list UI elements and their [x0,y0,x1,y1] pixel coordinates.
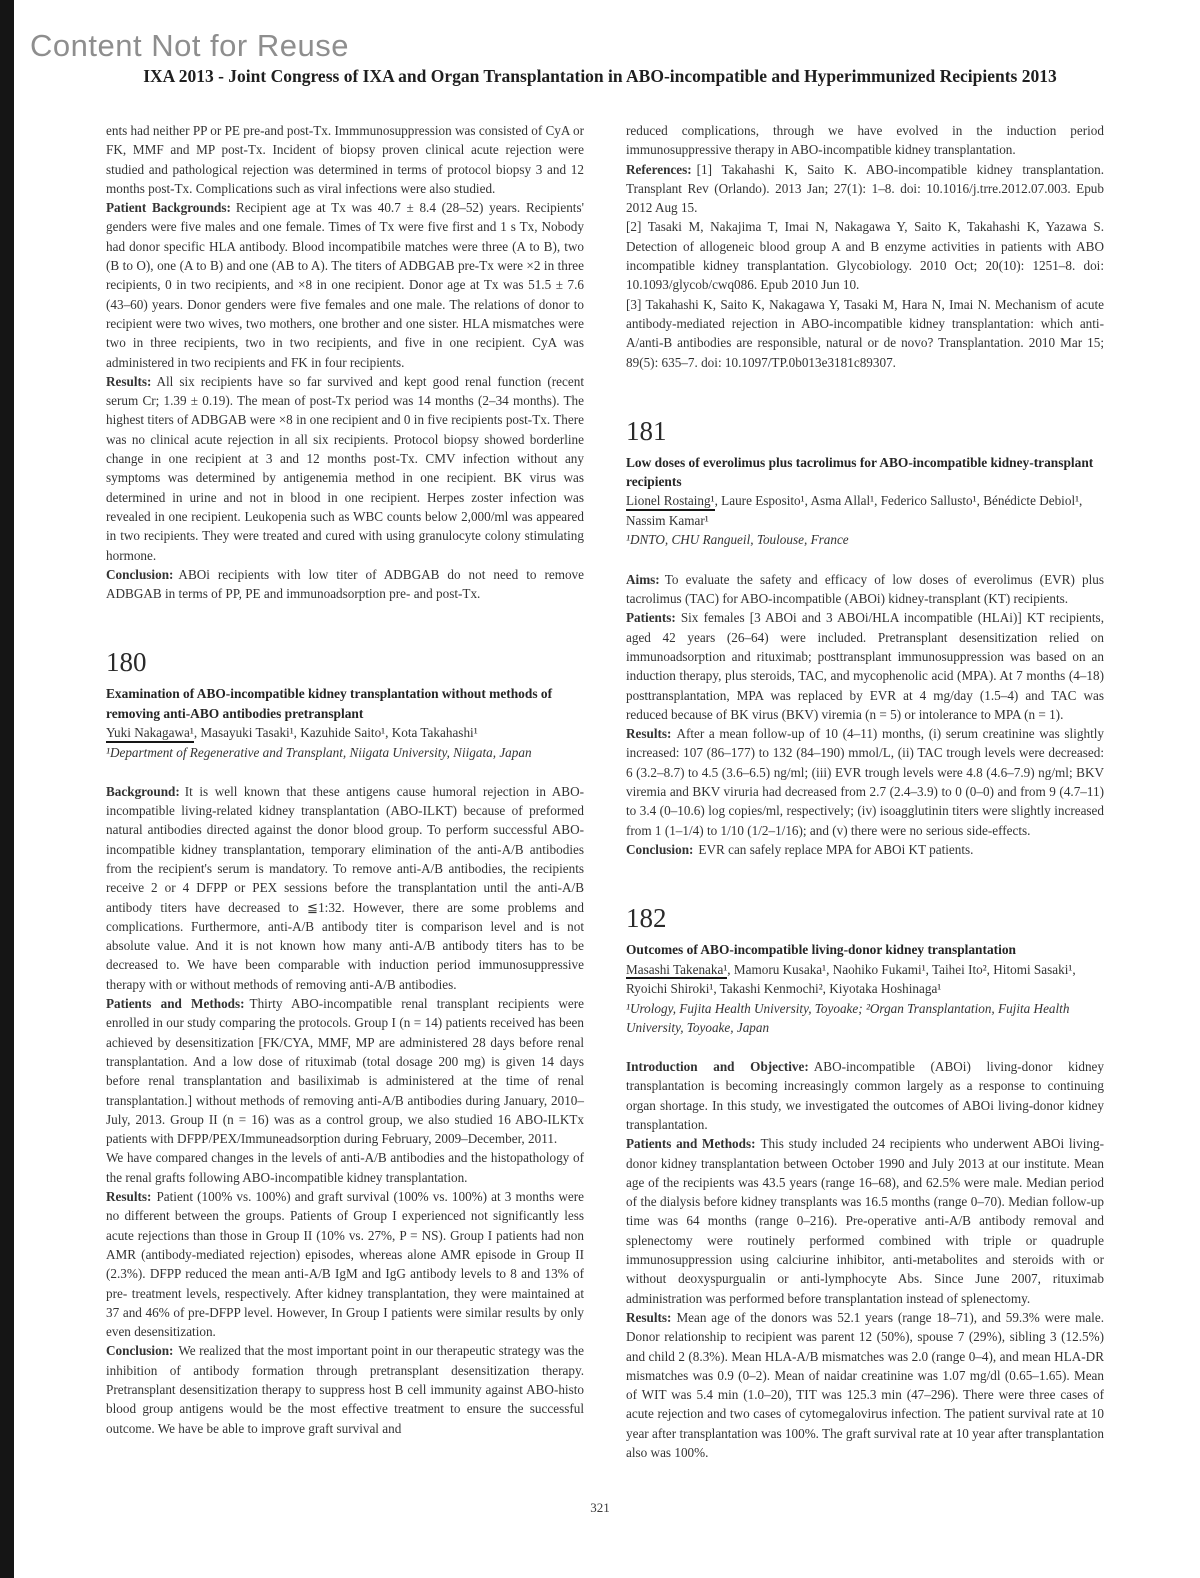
paragraph [626,121,1104,160]
section-text: To evaluate the safety and efficacy of low doses of everolimus (EVR) plus tacrolimus (TAC) for ABO-incompatible (ABOi) kidney-transplant (KT) recipients. [626,571,1104,607]
page-number: 321 [590,1500,610,1515]
section-text: [2] Tasaki M, Nakajima T, Imai N, Nakagawa Y, Saito K, Takahashi K, Yazawa S. Detection of allogeneic blood group A and B enzyme activities in patients with ABO incompatible kidney transplantation. Glycobiology. 2010 Oct; 20(10): 1251–8. doi: 10.1093/glycob/cwq086. Epub 2010 Jun 10. [626,219,1104,293]
abstract-181 [626,416,1104,859]
page-title: IXA 2013 - Joint Congress of IXA and Organ Transplantation in ABO-incompatible and Hyperimmunized Recipients 2013 [143,66,1057,86]
coauthors: , Mamoru Kusaka¹, Naohiko Fukami¹, Taihei Ito², Hitomi Sasaki¹, Ryoichi Shiroki¹, Takashi Kenmochi², Kiyotaka Hoshinaga¹ [626,961,1076,996]
abstract-title: Low doses of everolimus plus tacrolimus for ABO-incompatible kidney-transplant recipients [626,454,1094,490]
abstract-title: Outcomes of ABO-incompatible living-donor kidney transplantation [626,942,1016,958]
column-left [106,121,584,1462]
section-text: We realized that the most important point in our therapeutic strategy was the inhibition of antibody formation through pretransplant desensitization therapy. Pretransplant desensitization therapy to suppress host B cell immunity against ABO-histo blood group antigens would be the most effective treatment to ensure the successful outcome. We have be able to improve graft survival and [106,1343,584,1436]
affiliation: ¹DNTO, CHU Rangueil, Toulouse, France [626,532,849,548]
paragraph [626,840,1104,859]
paragraph [106,372,584,565]
section-text: All six recipients have so far survived and kept good renal function (recent serum Cr; 1.39 ± 0.19). The mean of post-Tx period was 14 months (2–34 months). The highest titers of ADBGAB were ×8 in one recipient and 0 in five recipients post-Tx. There was no clinical acute rejection in all six recipients. Protocol biopsy showed borderline change in one recipient at 3 and 12 months post-Tx. CMV infection without any symptoms was determined by antigenemia method in one recipient. BK virus was determined in urine and not in blood in one recipient. Herpes zoster infection was revealed in one recipient. Leukopenia such as WBC counts below 2,000/ml was appeared in two recipients. They were treated and cured with using granulocyte colony stimulating hormone. [106,373,584,563]
section-label: Results: [106,373,152,389]
paragraph [106,994,584,1148]
abstract-179-continuation [106,121,584,603]
section-text: Recipient age at Tx was 40.7 ± 8.4 (28–52) years. Recipients' genders were five males and one female. Times of Tx were five first and 1 s Tx, Nobody had donor specific HLA antibody. Blood incompatibile matches were three (A to B), two (B to O), one (A to B) and one (AB to A). The titers of ADBGAB pre-Tx were ×2 in three recipients, 0 in two recipients, and ×8 in one recipient. Donor age at Tx was 51.5 ± 7.6 (43–60) years. Donor genders were five females and one male. The relations of donor to recipient were two wives, two mothers, one brother and one sister. HLA mismatches were two in three recipients, two in two recipients, and five in one recipient. CyA was administered in two recipients and FK in four recipients. [106,200,584,370]
section-label: Patients: [626,610,676,626]
section-text: Patient (100% vs. 100%) and graft survival (100% vs. 100%) at 3 months were no different between the groups. Patients of Group I experienced not significantly less acute rejections than those in Group II (10% vs. 27%, P = NS). Group I patients had non AMR (antibody-mediated rejection) episodes, whereas alone AMR episode in Group II (2.3%). DFPP reduced the mean anti-A/B IgM and IgG antibody levels to 8 and 13% of pre- treatment levels, respectively. After kidney transplantation, they were maintained at 37 and 46% of pre-DFPP level. However, In Group I patients were similar results by only even desensitization. [106,1189,584,1340]
abstract-title: Examination of ABO-incompatible kidney transplantation without methods of removing anti-ABO antibodies pretransplant [106,686,553,721]
page-content [106,121,1104,1462]
abstract-182 [626,903,1104,1462]
coauthors: , Masayuki Tasaki¹, Kazuhide Saito¹, Kota Takahashi¹ [193,725,478,741]
section-text: This study included 24 recipients who underwent ABOi living-donor kidney transplantation between October 1990 and July 2013 at our institute. Mean age of the recipients was 43.5 years (range 16–68), and 62.5% were male. Median period of the dialysis before kidney transplants was 16.5 months (range 0–70). Median follow-up time was 64 months (range 0–216). Pre-operative anti-A/B antibody removal and splenectomy were routinely performed combined with triple or quadruple immunosuppression using calciurine inhibitor, anti-metabolites and steroids with or without deoxyspurgualin or anti-lymphocyte Abs. Since June 2007, rituximab administration was performed before transplantation instead of splenectomy. [626,1136,1104,1306]
section-label: Patients and Methods: [106,996,245,1012]
section-label: Background: [106,783,180,799]
paragraph [626,1308,1104,1462]
section-text: ABO-incompatible (ABOi) living-donor kidney transplantation is becoming increasingly common largely as a response to continuing organ shortage. In this study, we investigated the outcomes of ABOi living-donor kidney transplantation. [626,1059,1105,1132]
section-text: Thirty ABO-incompatible renal transplant recipients were enrolled in our study comparing the protocols. Group I (n = 14) patients received has been achieved by desensitization [FK/CYA, MMF, MP are administered 28 days before renal transplantation. And a low dose of rituximab (total dosage 200 mg) is given 14 days before renal transplantation and basiliximab is administered at the time of renal transplantation.] without methods of removing anti-A/B antibodies during January, 2010–July, 2013. Group II (n = 16) was as a control group, we also studied 16 ABO-ILKTx patients with DFPP/PEX/Immuneadsorption during February, 2009–December, 2011. [106,996,585,1147]
section-label: Patients and Methods: [626,1136,756,1152]
authors-line [626,491,1104,530]
section-label: Aims: [626,571,660,587]
paragraph [106,1148,584,1187]
section-label: Results: [106,1189,152,1205]
affiliation: ¹Urology, Fujita Health University, Toyoake; ²Organ Transplantation, Fujita Health University, Toyoake, Japan [626,1000,1070,1035]
section-label: Conclusion: [106,566,174,582]
paragraph [626,1057,1104,1134]
paragraph [626,608,1104,724]
section-text: [1] Takahashi K, Saito K. ABO-incompatible kidney transplantation. Transplant Rev (Orlando). 2013 Jan; 27(1): 1–8. doi: 10.1016/j.trre.2012.07.003. Epub 2012 Aug 15. [626,161,1104,216]
affiliation: ¹Department of Regenerative and Transplant, Niigata University, Niigata, Japan [106,744,532,760]
abstract-number: 181 [626,415,667,446]
column-right [626,121,1104,1462]
section-text: We have compared changes in the levels of anti-A/B antibodies and the histopathology of the renal grafts following ABO-incompatible kidney transplantation. [106,1150,584,1185]
section-label: Introduction and Objective: [626,1059,809,1075]
paragraph [106,121,584,198]
presenting-author: Masashi Takenaka¹ [626,962,727,980]
coauthors: , Laure Esposito¹, Asma Allal¹, Federico Sallusto¹, Bénédicte Debiol¹, Nassim Kamar¹ [626,493,1083,528]
section-text: EVR can safely replace MPA for ABOi KT patients. [698,841,974,857]
section-text: Mean age of the donors was 52.1 years (range 18–71), and 59.3% were male. Donor relationship to recipient was parent 12 (50%), spouse 7 (29%), sibling 3 (12.5%) and child 2 (8.3%). Mean HLA-A/B mismatches was 2.0 (range 0–4), and mean HLA-DR mismatches was 0.9 (0–2). Mean of naidar creatinine was 1.07 mg/dl (0.65–1.65). Mean of WIT was 5.4 min (1.0–20), TIT was 125.3 min (47–296). There were three cases of acute rejection and two cases of cytomegalovirus infection. The patient survival rate at 10 year after transplantation was 100%. The graft survival rate at 10 year after transplantation also was 100%. [626,1309,1104,1461]
section-text: After a mean follow-up of 10 (4–11) months, (i) serum creatinine was slightly increased: 107 (86–177) to 132 (84–190) mmol/L, (ii) TAC trough levels were decreased: 6 (3.2–8.7) to 4.5 (3.6–6.5) ng/ml; (iii) EVR trough levels were 4.8 (4.6–7.9) ng/ml; BKV viremia and BKV viruria had decreased from 2.7 (2.4–3.9) to 0 (0–0) and from 9 (4.7–11) to 3.4 (0–10.6) log copies/ml, respectively; (iv) isoagglutinin titers were slightly increased from 1 (1–1/4) to 1/10 (1/2–1/16); and (v) there were no serious side-effects. [626,726,1104,838]
reference-item [626,217,1104,294]
reference-item [626,160,1104,218]
watermark: Content Not for Reuse [30,28,349,63]
paragraph [106,1187,584,1341]
abstract-number: 182 [626,903,667,934]
paragraph [106,782,584,994]
abstract-body [626,570,1104,859]
section-text: ABOi recipients with low titer of ADBGAB do not need to remove ADBGAB in terms of PP, PE and immunoadsorption pre- and post-Tx. [106,566,584,602]
section-label: Results: [626,1309,672,1325]
section-text: It is well known that these antigens cause humoral rejection in ABO-incompatible living-related kidney transplantation (ABO-ILKT) because of preformed natural antibodies directed against the donor blood group. To perform successful ABO-incompatible kidney transplantation, temporary elimination of the anti-A/B antibodies from the recipient's serum is mandatory. To remove anti-A/B antibodies, the recipients receive 2 or 4 DFPP or PEX sessions before the transplantation until the anti-A/B antibody titers have decreased to ≦1:32. However, there are some problems and complications. Furthermore, anti-A/B antibody titer is comparison level and is not absolute value. And it is not known how many anti-A/B antibody titers has to be decreased to. We have been comparable with induction period immunosuppressive therapy with or without methods of removing anti-A/B antibodies. [106,783,584,992]
section-text: [3] Takahashi K, Saito K, Nakagawa Y, Tasaki M, Hara N, Imai N. Mechanism of acute antibody-mediated rejection in ABO-incompatible kidney transplantation: which anti-A/anti-B antibodies are responsible, natural or de novo? Transplantation. 2010 Mar 15; 89(5): 635–7. doi: 10.1097/TP.0b013e3181c89307. [626,296,1104,370]
scan-edge-bar [0,0,14,1578]
paragraph [626,570,1104,609]
section-label: Conclusion: [626,841,694,857]
presenting-author: Lionel Rostaing¹ [626,493,715,511]
paragraph [106,1341,584,1437]
abstract-180 [106,647,584,1437]
authors-line [106,723,584,743]
abstract-number: 180 [106,647,147,678]
presenting-author: Yuki Nakagawa¹ [106,725,194,743]
section-text: Six females [3 ABOi and 3 ABOi/HLA incompatible (HLAi)] KT recipients, aged 42 years (26–64) were included. Pretransplant desensitization relied on immunoadsorption and rituximab; posttransplant immunosuppression was based on an induction therapy, plus steroids, TAC, and mycophenolic acid (MPA). At 7 months (4–18) posttransplantation, MPA was replaced by EVR at 4 mg/day (1.5–4) and TAC was reduced because of BK virus (BKV) viremia (n = 5) or intolerance to MPA (n = 1). [626,610,1104,722]
abstract-body [626,1057,1104,1462]
abstract-180-continuation [626,121,1104,372]
section-label: Conclusion: [106,1343,174,1359]
section-text: reduced complications, through we have evolved in the induction period immunosuppressive therapy in ABO-incompatible kidney transplantation. [626,123,1104,158]
paragraph [626,1134,1104,1308]
reference-item [626,295,1104,372]
section-text: ents had neither PP or PE pre-and post-Tx. Immmunosuppression was consisted of CyA or FK, MMF and MP post-Tx. Incident of biopsy proven clinical acute rejection were studied and pathological rejection was determined in terms of protocol biopsy 3 and 12 months post-Tx. Complications such as viral infections were also studied. [106,123,584,196]
section-label: Patient Backgrounds: [106,200,231,216]
abstract-body [106,782,584,1438]
section-label: References: [626,161,692,177]
paragraph [626,724,1104,840]
section-label: Results: [626,726,672,742]
paragraph [106,565,584,604]
paragraph [106,198,584,372]
authors-line [626,960,1104,999]
